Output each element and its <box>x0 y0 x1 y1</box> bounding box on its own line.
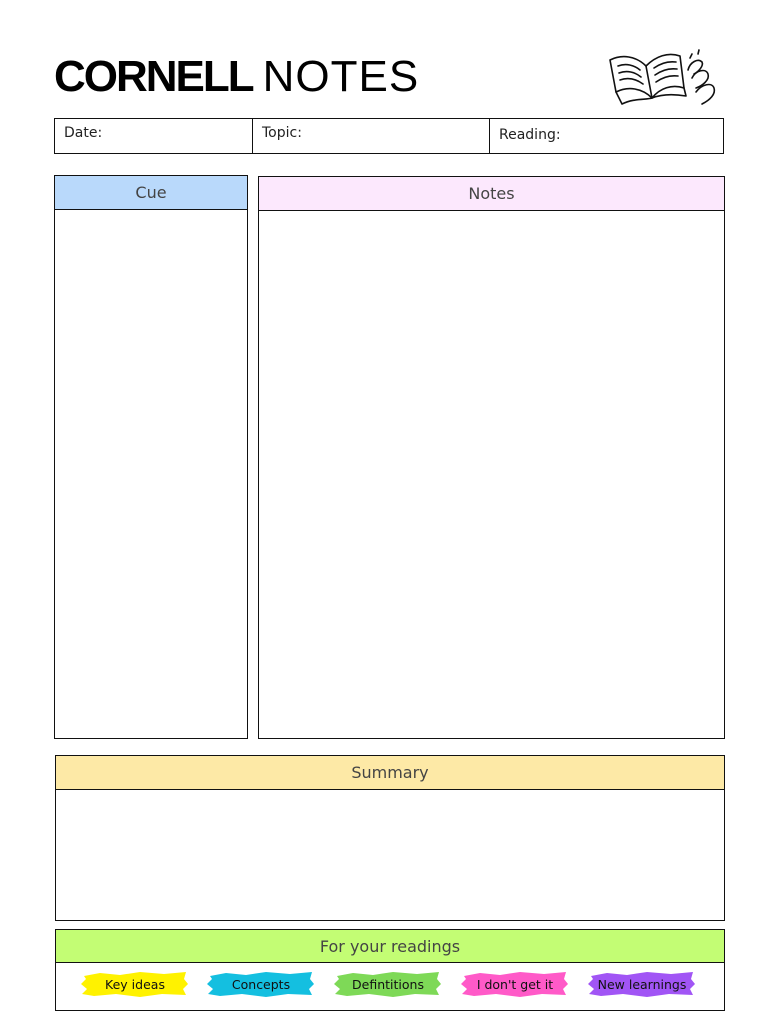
title-bold-word: CORNELL <box>54 52 253 101</box>
legend-dont-get-it <box>460 970 570 998</box>
reading-label: Reading: <box>499 127 561 143</box>
date-label: Date: <box>64 125 103 141</box>
legend-key-ideas <box>80 970 190 998</box>
readings-section <box>55 929 725 1011</box>
legend-label: I don't get it <box>476 976 554 992</box>
legend-label: Key ideas <box>105 976 165 992</box>
legend-concepts <box>206 970 316 998</box>
legend-new-learnings <box>587 970 697 998</box>
readings-header: For your readings <box>56 930 724 963</box>
reading-field[interactable] <box>489 119 723 153</box>
title-light-word: NOTES <box>262 52 420 101</box>
highlight-legend <box>56 970 724 1000</box>
cue-column[interactable] <box>54 175 248 739</box>
info-row <box>54 118 724 154</box>
legend-label: New learnings <box>597 976 687 992</box>
topic-field[interactable] <box>252 119 489 153</box>
date-field[interactable] <box>55 119 252 153</box>
open-book-doodle-icon <box>606 48 720 110</box>
legend-definitions <box>333 970 443 998</box>
topic-label: Topic: <box>262 125 302 141</box>
notes-column[interactable] <box>258 176 725 739</box>
page-title <box>54 52 419 102</box>
summary-section[interactable] <box>55 755 725 921</box>
legend-label: Defintitions <box>352 976 424 992</box>
summary-header: Summary <box>56 756 724 790</box>
notes-header: Notes <box>259 177 724 211</box>
legend-label: Concepts <box>231 976 291 992</box>
cue-header: Cue <box>55 176 247 210</box>
